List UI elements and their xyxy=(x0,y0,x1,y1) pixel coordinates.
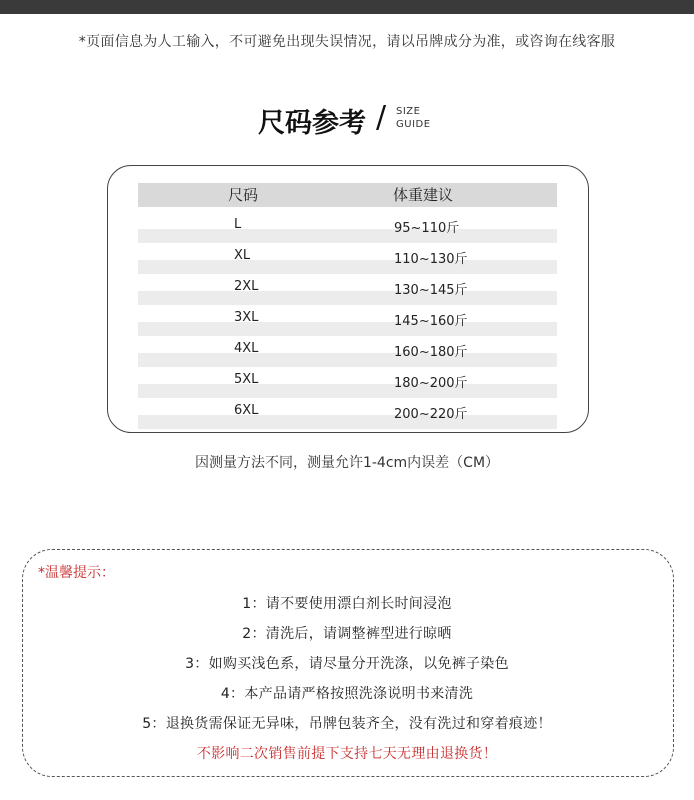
table-row xyxy=(138,244,557,275)
disclaimer-text: *页面信息为人工输入，不可避免出现失误情况，请以吊牌成分为准，或咨询在线客服 xyxy=(78,34,616,50)
table-row xyxy=(138,275,557,306)
table-row xyxy=(138,306,557,337)
tip-return-policy: 不影响二次销售前提下支持七天无理由退换货！ xyxy=(196,746,498,762)
table-row xyxy=(138,337,557,368)
title-main: 尺码参考 xyxy=(258,108,366,139)
row-weight: 110~130斤 xyxy=(394,252,468,267)
tip-item-5: 5：退换货需保证无异味，吊牌包装齐全，没有洗过和穿着痕迹！ xyxy=(142,716,552,732)
header-size: 尺码 xyxy=(228,186,259,204)
tip-item-4: 4：本产品请严格按照洗涤说明书来清洗 xyxy=(220,686,474,702)
row-weight: 160~180斤 xyxy=(394,345,468,360)
title-english xyxy=(396,105,431,131)
table-row xyxy=(138,213,557,244)
table-row xyxy=(138,399,557,430)
size-table-header xyxy=(138,183,557,207)
title-slash: / xyxy=(376,100,387,135)
measurement-note: 因测量方法不同，测量允许1-4cm内误差（CM） xyxy=(194,455,500,471)
row-weight: 95~110斤 xyxy=(394,221,460,236)
row-size: 3XL xyxy=(234,310,259,325)
row-size: 4XL xyxy=(234,341,259,356)
row-weight: 145~160斤 xyxy=(394,314,468,329)
top-banner-bar xyxy=(0,0,694,14)
row-weight: 200~220斤 xyxy=(394,407,468,422)
care-tips-title: *温馨提示： xyxy=(38,565,115,581)
title-en-line2: GUIDE xyxy=(396,119,431,130)
tip-item-2: 2：清洗后，请调整裤型进行晾晒 xyxy=(242,626,452,642)
tip-item-3: 3：如购买浅色系，请尽量分开洗涤，以免裤子染色 xyxy=(185,656,509,672)
tip-item-1: 1：请不要使用漂白剂长时间浸泡 xyxy=(242,596,452,612)
row-size: 6XL xyxy=(234,403,259,418)
row-size: L xyxy=(234,217,242,232)
row-size: 2XL xyxy=(234,279,259,294)
table-row xyxy=(138,368,557,399)
row-size: XL xyxy=(234,248,251,263)
row-weight: 130~145斤 xyxy=(394,283,468,298)
row-size: 5XL xyxy=(234,372,259,387)
row-weight: 180~200斤 xyxy=(394,376,468,391)
title-en-line1: SIZE xyxy=(396,106,421,117)
header-weight: 体重建议 xyxy=(393,186,454,204)
